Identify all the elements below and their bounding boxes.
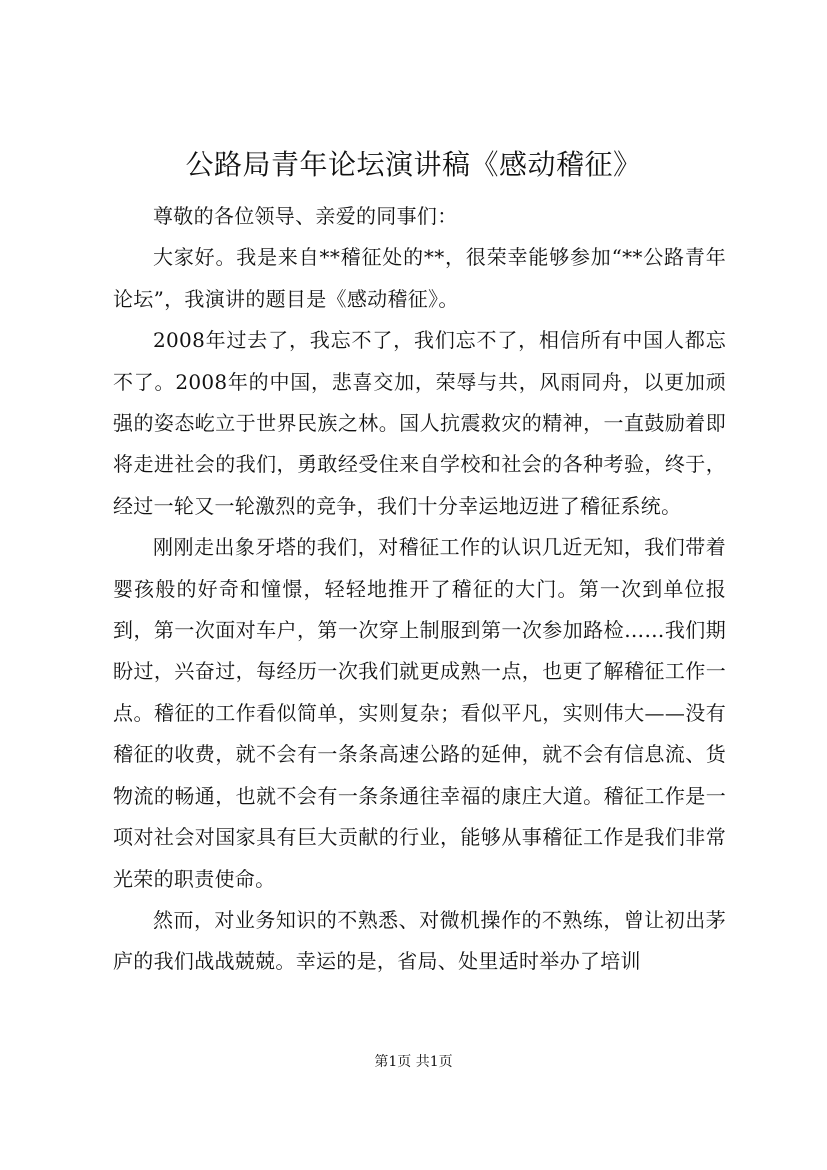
page-footer: 第1页 共1页 bbox=[374, 1054, 453, 1070]
document-body bbox=[113, 196, 726, 983]
paragraph-greeting: 大家好。我是来自**稽征处的**，很荣幸能够参加“**公路青年论坛”，我演讲的题目是《感动稽征》。 bbox=[113, 245, 726, 311]
paragraph-2008: 2008年过去了，我忘不了，我们忘不了，相信所有中国人都忘不了。2008年的中国，悲喜交加，荣辱与共，风雨同舟，以更加顽强的姿态屹立于世界民族之林。国人抗震救灾的精神，一直鼓励着即将走进社会的我们，勇敢经受住来自学校和社会的各种考验，终于，经过一轮又一轮激烈的竞争，我们十分幸运地迈进了稽征系统。 bbox=[113, 328, 726, 518]
paragraph-first-experience: 刚刚走出象牙塔的我们，对稽征工作的认识几近无知，我们带着婴孩般的好奇和憧憬，轻轻地推开了稽征的大门。第一次到单位报到，第一次面对车户，第一次穿上制服到第一次参加路检……我们期盼过，兴奋过，每经历一次我们就更成熟一点，也更了解稽征工作一点。稽征的工作看似简单，实则复杂；看似平凡，实则伟大——没有稽征的收费，就不会有一条条高速公路的延伸，就不会有信息流、货物流的畅通，也就不会有一条条通往幸福的康庄大道。稽征工作是一项对社会对国家具有巨大贡献的行业，能够从事稽征工作是我们非常光荣的职责使命。 bbox=[113, 535, 726, 891]
paragraph-salutation: 尊敬的各位领导、亲爱的同事们： bbox=[153, 204, 458, 228]
paragraph-training: 然而，对业务知识的不熟悉、对微机操作的不熟练，曾让初出茅庐的我们战战兢兢。幸运的是，省局、处里适时举办了培训 bbox=[113, 907, 726, 974]
document-title: 公路局青年论坛演讲稿《感动稽征》 bbox=[185, 148, 642, 181]
